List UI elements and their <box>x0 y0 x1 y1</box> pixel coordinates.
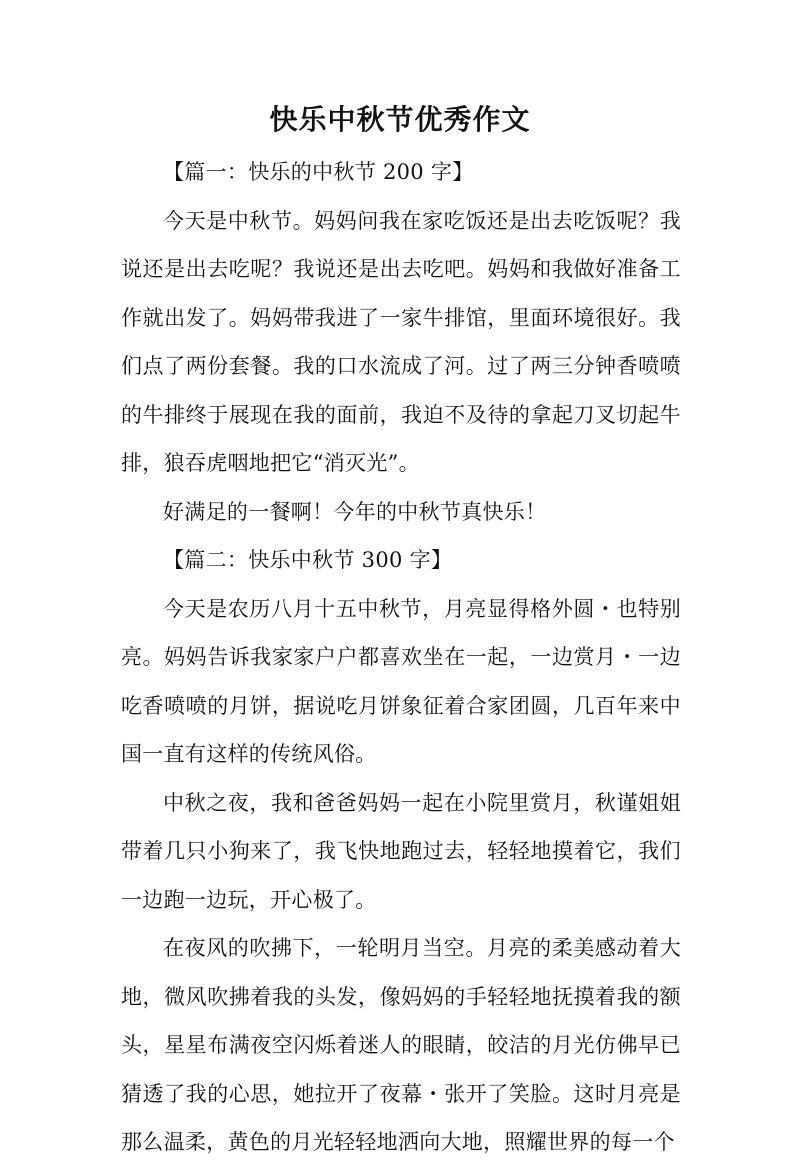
paragraph: 今天是中秋节。妈妈问我在家吃饭还是出去吃饭呢？我说还是出去吃呢？我说还是出去吃吧。妈妈和我做好准备工作就出发了。妈妈带我进了一家牛排馆，里面环境很好。我们点了两份套餐。我的口水流成了河。过了两三分钟香喷喷的牛排终于展现在我的面前，我迫不及待的拿起刀叉切起牛排，狼吞虎咽地把它“消灭光”。 <box>121 208 681 475</box>
document-title: 快乐中秋节优秀作文 <box>269 103 531 136</box>
section-heading-2: 【篇二：快乐中秋节 300 字】 <box>163 548 453 572</box>
document-body <box>121 148 681 1167</box>
paragraph: 今天是农历八月十五中秋节，月亮显得格外圆・也特别亮。妈妈告诉我家家户户都喜欢坐在一起，一边赏月・一边吃香喷喷的月饼，据说吃月饼象征着合家团圆，几百年来中国一直有这样的传统风俗。 <box>121 596 681 766</box>
paragraph: 在夜风的吹拂下，一轮明月当空。月亮的柔美感动着大地，微风吹拂着我的头发，像妈妈的手轻轻地抚摸着我的额头，星星布满夜空闪烁着迷人的眼睛，皎洁的月光仿佛早已猜透了我的心思，她拉开了夜幕・张开了笑脸。这时月亮是那么温柔，黄色的月光轻轻地洒向大地，照耀世界的每一个 <box>121 936 681 1154</box>
section-heading-1: 【篇一：快乐的中秋节 200 字】 <box>163 160 474 184</box>
paragraph: 好满足的一餐啊！今年的中秋节真快乐！ <box>163 499 547 524</box>
paragraph: 中秋之夜，我和爸爸妈妈一起在小院里赏月，秋谨姐姐带着几只小狗来了，我飞快地跑过去，轻轻地摸着它，我们一边跑一边玩，开心极了。 <box>121 790 681 912</box>
